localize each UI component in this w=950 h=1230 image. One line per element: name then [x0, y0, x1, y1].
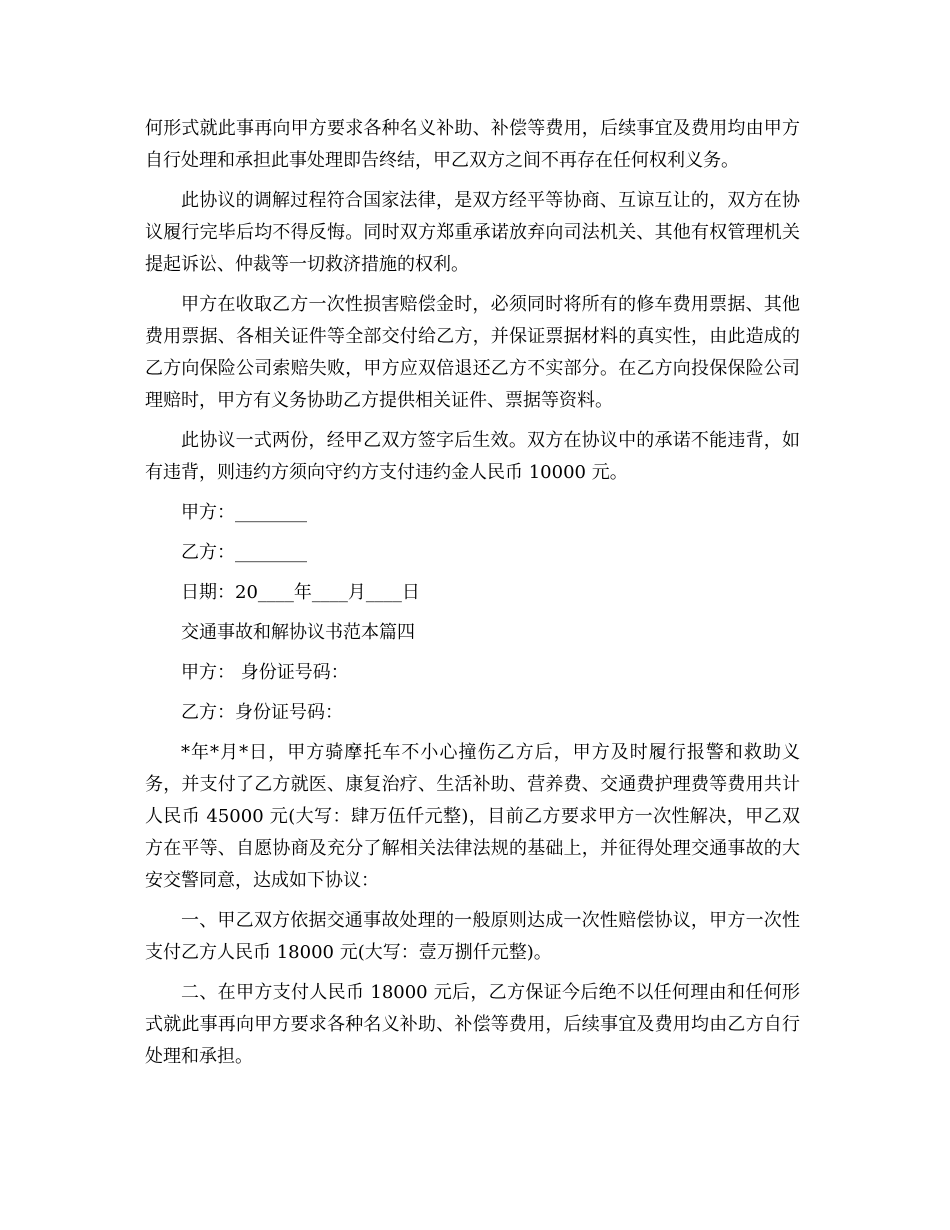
- section-title: 交通事故和解协议书范本篇四: [181, 622, 415, 643]
- paragraph-receipts: 甲方在收取乙方一次性损害赔偿金时，必须同时将所有的修车费用票据、其他费用票据、各相关证件等全部交付给乙方，并保证票据材料的真实性，由此造成的乙方向保险公司索赔失败，甲方应双倍退还乙方不实部分。在乙方向投保保险公司理赔时，甲方有义务协助乙方提供相关证件、票据等资料。: [145, 294, 800, 411]
- document-body: [145, 113, 800, 1081]
- paragraph-effectiveness: 此协议一式两份，经甲乙双方签字后生效。双方在协议中的承诺不能违背，如有违背，则违约方须向守约方支付违约金人民币 10000 元。: [145, 430, 800, 483]
- party-a-id-line: 甲方： 身份证号码：: [181, 662, 349, 683]
- paragraph-legality: 此协议的调解过程符合国家法律，是双方经平等协商、互谅互让的，双方在协议履行完毕后均不得反悔。同时双方郑重承诺放弃向司法机关、其他有权管理机关提起诉讼、仲裁等一切救济措施的权利。: [145, 190, 800, 275]
- paragraph-clause-two: 二、在甲方支付人民币 18000 元后，乙方保证今后绝不以任何理由和任何形式就此事再向甲方要求各种名义补助、补偿等费用，后续事宜及费用均由乙方自行处理和承担。: [145, 982, 800, 1067]
- party-b-id-line: 乙方：身份证号码：: [181, 702, 343, 723]
- signature-party-b: 乙方：________: [181, 542, 307, 563]
- paragraph-continuation: 何形式就此事再向甲方要求各种名义补助、补偿等费用，后续事宜及费用均由甲方自行处理和承担此事处理即告终结，甲乙双方之间不再存在任何权利义务。: [145, 118, 800, 171]
- paragraph-incident: *年*月*日，甲方骑摩托车不小心撞伤乙方后，甲方及时履行报警和救助义务，并支付了乙方就医、康复治疗、生活补助、营养费、交通费护理费等费用共计人民币 45000 元(大写：肆万伍仟元整)，目前乙方要求甲方一次性解决，甲乙双方在平等、自愿协商及充分了解相关法律法规的基础上，并征得处理交通事故的大安交警同意，达成如下协议：: [145, 742, 800, 891]
- date-line: 日期：20____年____月____日: [181, 582, 420, 603]
- paragraph-clause-one: 一、甲乙双方依据交通事故处理的一般原则达成一次性赔偿协议，甲方一次性支付乙方人民币 18000 元(大写：壹万捌仟元整)。: [145, 910, 800, 963]
- signature-party-a: 甲方：________: [181, 502, 307, 523]
